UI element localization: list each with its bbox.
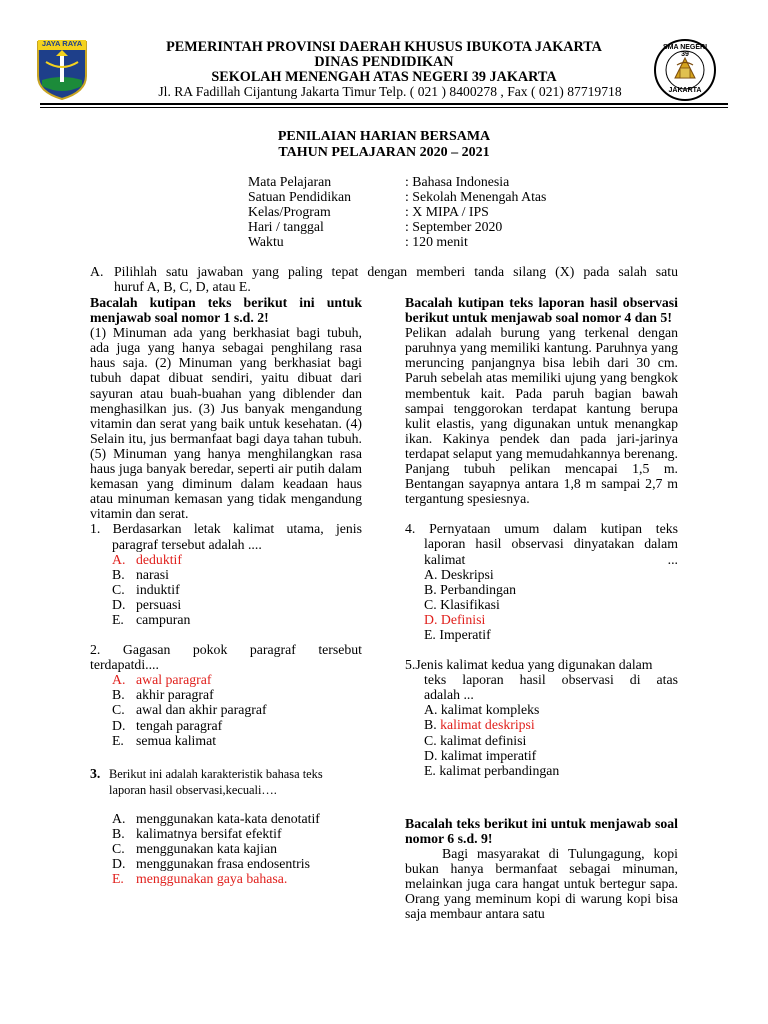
q2-option-b[interactable] xyxy=(112,687,362,702)
header-divider xyxy=(40,103,728,105)
option-key: A. xyxy=(424,566,438,582)
q4-option-a[interactable] xyxy=(424,567,678,582)
option-key: D. xyxy=(112,596,126,612)
q5-option-d[interactable] xyxy=(424,748,678,763)
q1-option-b[interactable] xyxy=(112,567,362,582)
info-value: : September 2020 xyxy=(405,219,503,234)
q1-option-a[interactable] xyxy=(112,552,362,567)
reading3-text: Bagi masyarakat di Tulungagung, kopi bukan hanya bermanfaat sebagai minuman, melainkan juga cara hangat untuk bertegur sapa. Orang yang meminum kopi di warung kopi bisa saja membaur antara satu xyxy=(405,846,678,922)
q5-option-b[interactable] xyxy=(424,717,678,732)
option-text: Klasifikasi xyxy=(440,596,500,612)
option-key: B. xyxy=(112,825,125,841)
q4-stem-line1: 4. Pernyataan umum dalam kutipan teks xyxy=(405,521,678,537)
info-label: Waktu xyxy=(248,234,284,249)
q4-stem-line2: laporan hasil observasi dinyatakan dalam xyxy=(424,536,678,552)
info-value: : Sekolah Menengah Atas xyxy=(405,189,547,204)
option-key: C. xyxy=(112,581,125,597)
q4-option-b[interactable] xyxy=(424,582,678,597)
q2-option-e[interactable] xyxy=(112,733,362,748)
q1-stem-line2: paragraf tersebut adalah .... xyxy=(112,536,262,552)
reading2-title: Bacalah kutipan teks laporan hasil observasi berikut untuk menjawab soal nomor 4 dan 5! xyxy=(405,295,678,326)
reading3-title: Bacalah teks berikut ini untuk menjawab soal nomor 6 s.d. 9! xyxy=(405,815,678,846)
q2-stem-line1: 2. Gagasan pokok paragraf tersebut xyxy=(90,642,362,658)
q3-option-a[interactable] xyxy=(112,811,362,826)
info-value: : 120 menit xyxy=(405,234,468,249)
info-label: Hari / tanggal xyxy=(248,219,324,234)
jaya-raya-logo-text: JAYA RAYA xyxy=(41,39,83,48)
q3-stem-line1: Berikut ini adalah karakteristik bahasa teks xyxy=(109,766,323,781)
q1-stem-line1: 1. Berdasarkan letak kalimat utama, jenis xyxy=(90,521,362,537)
option-text: persuasi xyxy=(136,596,182,612)
option-text: kalimat kompleks xyxy=(440,702,540,718)
option-text: deduktif xyxy=(136,551,182,567)
sman39-logo-top-text: SMA NEGERI 39 xyxy=(662,44,708,58)
option-key: B. xyxy=(424,581,437,597)
jaya-raya-logo xyxy=(36,36,88,100)
option-key: A. xyxy=(112,551,126,567)
right-column xyxy=(405,295,678,921)
q3-option-d[interactable] xyxy=(112,856,362,871)
q2-option-d[interactable] xyxy=(112,718,362,733)
q1-option-e[interactable] xyxy=(112,612,362,627)
exam-info-values xyxy=(405,174,546,249)
q2-options xyxy=(90,672,362,747)
info-label: Satuan Pendidikan xyxy=(248,189,352,204)
q5-option-e[interactable] xyxy=(424,763,678,778)
option-text: Definisi xyxy=(440,611,486,627)
option-key: D. xyxy=(112,717,126,733)
q4-option-c[interactable] xyxy=(424,597,678,612)
q4-stem-line3-text: kalimat xyxy=(424,551,466,567)
header-address: Jl. RA Fadillah Cijantung Jakarta Timur Telp. ( 021 ) 8400278 , Fax ( 021) 87719718 xyxy=(158,84,622,99)
q3-option-c[interactable] xyxy=(112,841,362,856)
q1-options xyxy=(90,552,362,627)
header-agency: DINAS PENDIDIKAN xyxy=(314,54,454,70)
option-text: semua kalimat xyxy=(136,732,217,748)
left-column xyxy=(90,295,362,886)
sman39-logo-bottom-text: JAKARTA xyxy=(668,87,702,94)
q4-stem-ellipsis: ... xyxy=(667,551,678,567)
q3-option-e[interactable] xyxy=(112,871,362,886)
info-label: Mata Pelajaran xyxy=(248,174,332,189)
option-text: Imperatif xyxy=(439,626,491,642)
q5-option-a[interactable] xyxy=(424,702,678,717)
q4-options xyxy=(405,567,678,642)
q2-option-a[interactable] xyxy=(112,672,362,687)
option-key: E. xyxy=(424,762,436,778)
instruction-line1: Pilihlah satu jawaban yang paling tepat dengan memberi tanda silang (X) pada salah satu xyxy=(114,264,678,279)
option-text: awal paragraf xyxy=(136,672,212,688)
header-government: PEMERINTAH PROVINSI DAERAH KHUSUS IBUKOTA JAKARTA xyxy=(166,39,602,55)
q3-stem-line2: laporan hasil observasi,kecuali…. xyxy=(109,782,277,797)
reading1-text: (1) Minuman ada yang berkhasiat bagi tubuh, ada juga yang hanya sebagai penghilang rasa haus saja. (2) Minuman yang berkhasiat bagi tubuh dapat dibuat sendiri, yaitu dibuat dari sayuran atau buah-buahan yang diblender dan menghasilkan jus. (3) Jus banyak mengandung vitamin dan serat yang baik untuk kesehatan. (4) Selain itu, jus bermanfaat bagi daya tahan tubuh. (5) Minuman yang hanya menghilangkan rasa haus juga banyak beredar, seperti air putih dalam kemasan yang diminum dalam keadaan haus atau minuman kemasan yang tidak mengandung vitamin dan serat. xyxy=(90,325,362,522)
q3-stem-line1-row xyxy=(90,764,362,781)
option-key: E. xyxy=(424,626,436,642)
option-text: kalimat perbandingan xyxy=(439,762,560,778)
info-value: : X MIPA / IPS xyxy=(405,204,489,219)
q5-option-c[interactable] xyxy=(424,733,678,748)
exam-title: PENILAIAN HARIAN BERSAMA xyxy=(277,129,491,144)
q5-options xyxy=(405,702,678,777)
option-text: narasi xyxy=(136,566,169,582)
option-key: A. xyxy=(112,810,126,826)
q2-option-c[interactable] xyxy=(112,702,362,717)
option-text: Deskripsi xyxy=(440,566,494,582)
q1-option-d[interactable] xyxy=(112,597,362,612)
instruction-line2: huruf A, B, C, D, atau E. xyxy=(114,279,251,294)
exam-year: TAHUN PELAJARAN 2020 – 2021 xyxy=(278,145,490,160)
q2-stem-line2: terdapatdi.... xyxy=(90,657,159,673)
info-label: Kelas/Program xyxy=(248,204,331,219)
option-text: Perbandingan xyxy=(440,581,516,597)
option-text: akhir paragraf xyxy=(136,687,214,703)
reading1-title: Bacalah kutipan teks berikut ini untuk menjawab soal nomor 1 s.d. 2! xyxy=(90,295,362,326)
q3-options xyxy=(90,811,362,886)
option-text: tengah paragraf xyxy=(136,717,223,733)
instruction-key: A. xyxy=(90,264,104,279)
option-key: E. xyxy=(112,871,124,887)
option-key: D. xyxy=(424,747,438,763)
option-text: induktif xyxy=(136,581,180,597)
option-key: B. xyxy=(112,687,125,703)
option-key: A. xyxy=(424,702,438,718)
q5-stem-line2: teks laporan hasil observasi di atas xyxy=(424,672,678,688)
header-divider-thin xyxy=(40,107,728,108)
option-key: C. xyxy=(424,732,437,748)
header-school: SEKOLAH MENENGAH ATAS NEGERI 39 JAKARTA xyxy=(211,69,557,85)
q4-option-e[interactable] xyxy=(424,627,678,642)
option-key: E. xyxy=(112,611,124,627)
option-text: kalimat deskripsi xyxy=(440,717,535,733)
q5-stem-line3: adalah ... xyxy=(424,687,474,703)
option-text: menggunakan kata kajian xyxy=(136,840,277,856)
option-key: D. xyxy=(424,611,438,627)
option-text: awal dan akhir paragraf xyxy=(136,702,267,718)
q4-stem-line3 xyxy=(405,552,678,567)
option-text: campuran xyxy=(136,611,191,627)
reading2-text: Pelikan adalah burung yang terkenal dengan paruhnya yang memiliki kantung. Paruhnya yang meruncing panjangnya bisa lebih dari 30 cm. Paruh sebelah atas memiliki ujung yang bengkok membentuk kait. Pada paruh bagian bawah sampai tenggorokan terdapat kantung berupa kulit elastis, yang digunakan untuk menangkap ikan. Kakinya pendek dan pada jari-jarinya terdapat selaput yang memudahkannya berenang. Panjang tubuh pelikan mencapai 1,5 m. Bentangan sayapnya antara 1,8 m sampai 2,7 m tergantung spesiesnya. xyxy=(405,325,678,507)
q3-option-b[interactable] xyxy=(112,826,362,841)
q1-option-c[interactable] xyxy=(112,582,362,597)
option-text: kalimat imperatif xyxy=(440,747,537,763)
option-key: B. xyxy=(112,566,125,582)
option-key: A. xyxy=(112,672,126,688)
option-key: D. xyxy=(112,856,126,871)
option-text: menggunakan gaya bahasa. xyxy=(136,871,288,887)
option-key: C. xyxy=(112,840,125,856)
option-text: kalimat definisi xyxy=(440,732,527,748)
info-value: : Bahasa Indonesia xyxy=(405,174,510,189)
q5-stem-line1: 5.Jenis kalimat kedua yang digunakan dalam xyxy=(405,657,653,673)
q3-number: 3. xyxy=(90,765,101,781)
option-key: E. xyxy=(112,732,124,748)
option-text: menggunakan frasa endosentris xyxy=(136,856,310,871)
option-text: menggunakan kata-kata denotatif xyxy=(136,810,320,826)
option-key: B. xyxy=(424,717,437,733)
option-key: C. xyxy=(112,702,125,718)
exam-info-labels xyxy=(248,174,351,249)
q4-option-d[interactable] xyxy=(424,612,678,627)
option-text: kalimatnya bersifat efektif xyxy=(136,825,282,841)
option-key: C. xyxy=(424,596,437,612)
